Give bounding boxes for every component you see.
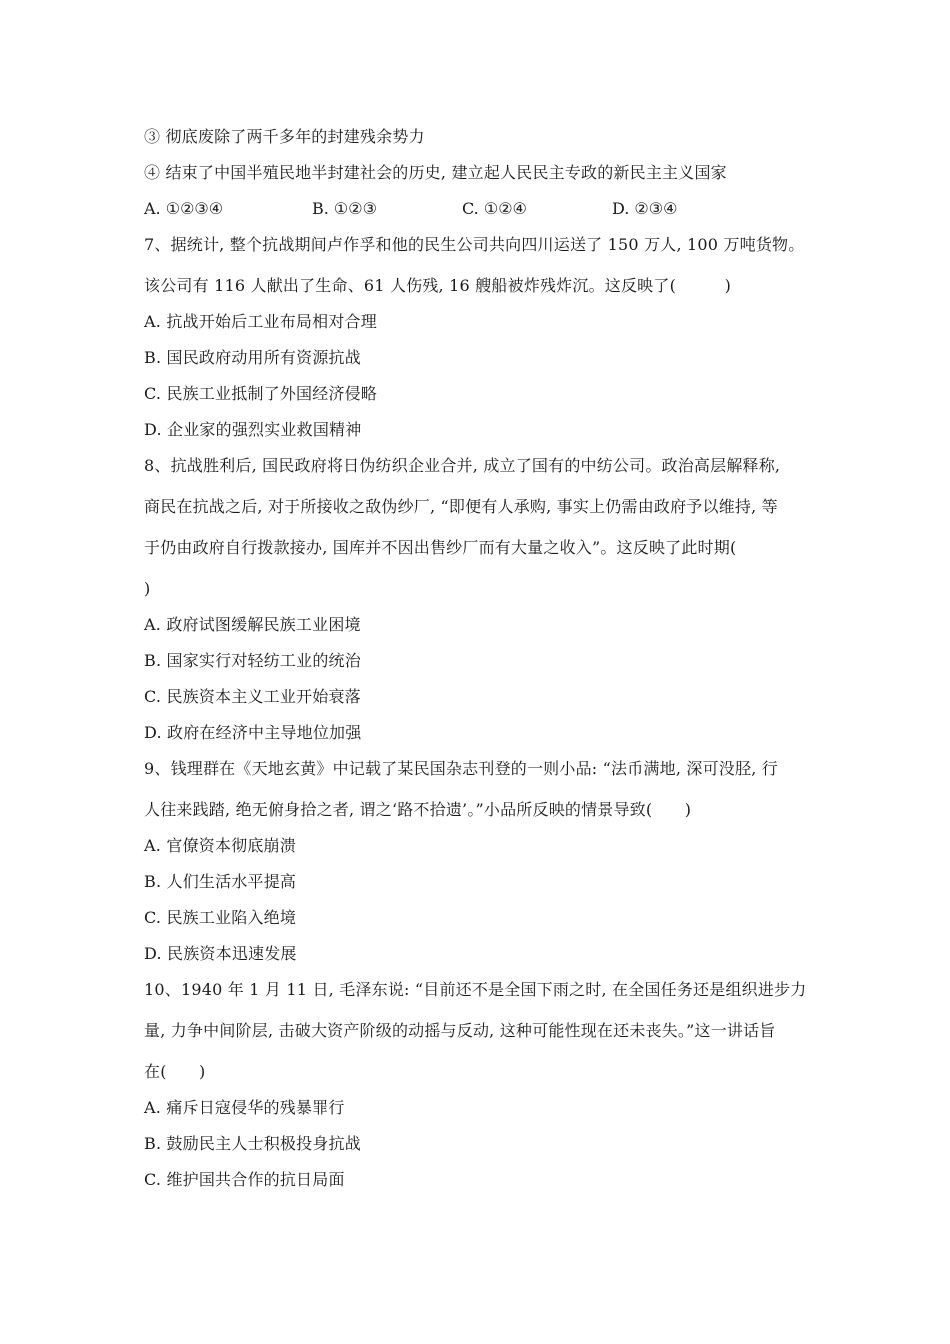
- q7-option-b: B. 国民政府动用所有资源抗战: [144, 348, 361, 367]
- q7-option-d: D. 企业家的强烈实业救国精神: [144, 420, 362, 439]
- q6-options: [144, 198, 864, 220]
- q10-option-c: C. 维护国共合作的抗日局面: [144, 1170, 345, 1189]
- q9-option-d: D. 民族资本迅速发展: [144, 944, 297, 963]
- q8-option-a: A. 政府试图缓解民族工业困境: [144, 615, 361, 634]
- q6-option-b: B. ①②③: [312, 199, 377, 218]
- q9-option-c: C. 民族工业陷入绝境: [144, 908, 297, 927]
- q7-option-c: C. 民族工业抵制了外国经济侵略: [144, 384, 378, 403]
- q9-option-a: A. 官僚资本彻底崩溃: [144, 836, 296, 855]
- q10-option-a: A. 痛斥日寇侵华的残暴罪行: [144, 1098, 345, 1117]
- q7-stem-line-2: 该公司有 116 人献出了生命、61 人伤残, 16 艘船被炸残炸沉。这反映了( ): [144, 276, 732, 295]
- q7-stem-line-1: 7、据统计, 整个抗战期间卢作孚和他的民生公司共向四川运送了 150 万人, 100 万吨货物。: [144, 235, 805, 254]
- q9-stem-line-2: 人往来践踏, 绝无俯身拾之者, 谓之‘路不拾遗’。”小品所反映的情景导致( ): [144, 800, 692, 819]
- q8-stem-line-1: 8、抗战胜利后, 国民政府将日伪纺织企业合并, 成立了国有的中纺公司。政治高层解释称,: [144, 456, 781, 475]
- q9-stem-line-1: 9、钱理群在《天地玄黄》中记载了某民国杂志刊登的一则小品: “法币满地, 深可没胫, 行: [144, 759, 778, 778]
- q9-option-b: B. 人们生活水平提高: [144, 872, 297, 891]
- q6-statement-4: ④ 结束了中国半殖民地半封建社会的历史, 建立起人民民主专政的新民主主义国家: [144, 163, 727, 182]
- q6-option-a: A. ①②③④: [144, 199, 224, 218]
- q10-stem-line-3: 在( ): [144, 1062, 206, 1081]
- q10-stem-line-1: 10、1940 年 1 月 11 日, 毛泽东说: “目前还不是全国下雨之时, 在全国任务还是组织进步力: [144, 980, 807, 999]
- q8-stem-line-4: ): [144, 579, 151, 598]
- q6-statement-3: ③ 彻底废除了两千多年的封建残余势力: [144, 127, 425, 146]
- q8-option-c: C. 民族资本主义工业开始衰落: [144, 687, 361, 706]
- q8-stem-line-3: 于仍由政府自行拨款接办, 国库并不因出售纱厂而有大量之收入”。这反映了此时期(: [144, 538, 737, 557]
- q6-option-c: C. ①②④: [462, 199, 527, 218]
- q6-option-d: D. ②③④: [612, 199, 678, 218]
- q10-stem-line-2: 量, 力争中间阶层, 击破大资产阶级的动摇与反动, 这种可能性现在还未丧失。”这一讲话旨: [144, 1021, 776, 1040]
- q8-stem-line-2: 商民在抗战之后, 对于所接收之敌伪纱厂, “即便有人承购, 事实上仍需由政府予以维持, 等: [144, 497, 778, 516]
- q10-option-b: B. 鼓励民主人士积极投身抗战: [144, 1134, 361, 1153]
- q7-option-a: A. 抗战开始后工业布局相对合理: [144, 312, 377, 331]
- q8-option-b: B. 国家实行对轻纺工业的统治: [144, 651, 361, 670]
- q8-option-d: D. 政府在经济中主导地位加强: [144, 723, 362, 742]
